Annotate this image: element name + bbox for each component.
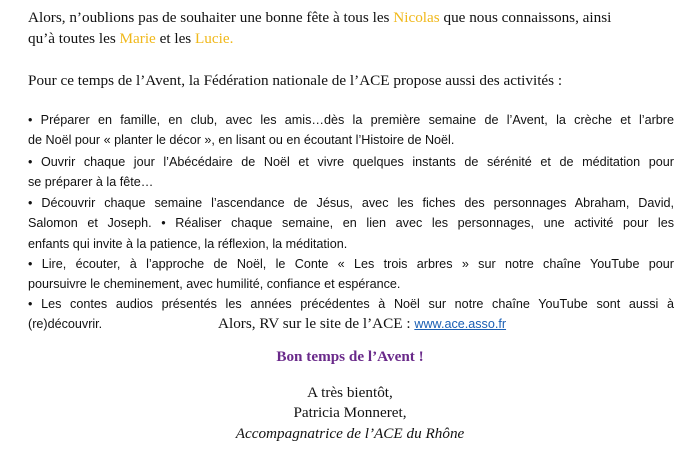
signoff-role: Accompagnatrice de l’ACE du Rhône — [235, 425, 465, 442]
ace-website-link[interactable]: www.ace.asso.fr — [414, 317, 507, 331]
bullet-line: se préparer à la fête… — [28, 175, 154, 189]
bullet-line: • Lire, écouter, à l’approche de Noël, le Conte « Les trois arbres » sur notre chaîne YouTube pour — [28, 257, 674, 271]
name-lucie: Lucie. — [195, 30, 234, 47]
rv-line — [218, 314, 506, 334]
intro-text: et les — [155, 30, 196, 47]
intro-text: Alors, n’oublions pas de souhaiter une bonne fête à tous les — [28, 9, 394, 26]
bullet-line: • Ouvrir chaque jour l’Abécédaire de Noël et vivre quelques instants de sérénité et de méditation pour — [28, 155, 674, 169]
last-line-prefix: (re)découvrir. — [28, 317, 103, 331]
bullet-line: • Préparer en famille, en club, avec les amis…dès la première semaine de l’Avent, la crèche et l’arbre — [28, 113, 674, 127]
bullet-line: • Découvrir chaque semaine l’ascendance de Jésus, avec les fiches des personnages Abraham, David, — [28, 196, 674, 210]
name-nicolas: Nicolas — [393, 9, 440, 26]
name-marie: Marie — [119, 30, 156, 47]
rv-text: Alors, RV sur le site de l’ACE : — [218, 315, 415, 332]
signoff-line-1: A très bientôt, — [307, 384, 393, 401]
intro-text: qu’à toutes les — [28, 30, 120, 47]
signoff-author: Patricia Monneret, — [293, 404, 407, 421]
bullet-line: enfants qui invite à la patience, la réflexion, la méditation. — [28, 237, 348, 251]
avent-intro: Pour ce temps de l’Avent, la Fédération nationale de l’ACE propose aussi des activités : — [28, 72, 563, 89]
greeting: Bon temps de l’Avent ! — [276, 348, 424, 365]
bullet-line: • Les contes audios présentés les années précédentes à Noël sur notre chaîne YouTube sont aussi à — [28, 297, 674, 311]
intro-text: que nous connaissons, ainsi — [439, 9, 612, 26]
bullet-line: poursuivre le cheminement, avec humilité, confiance et espérance. — [28, 277, 401, 291]
bullet-line: Salomon et Joseph. • Réaliser chaque semaine, en lien avec les personnages, une activité pour les — [28, 216, 674, 230]
intro-line-2 — [28, 29, 233, 49]
intro-line-1 — [28, 8, 611, 28]
bullet-line: de Noël pour « planter le décor », en lisant ou en écoutant l’Histoire de Noël. — [28, 133, 455, 147]
